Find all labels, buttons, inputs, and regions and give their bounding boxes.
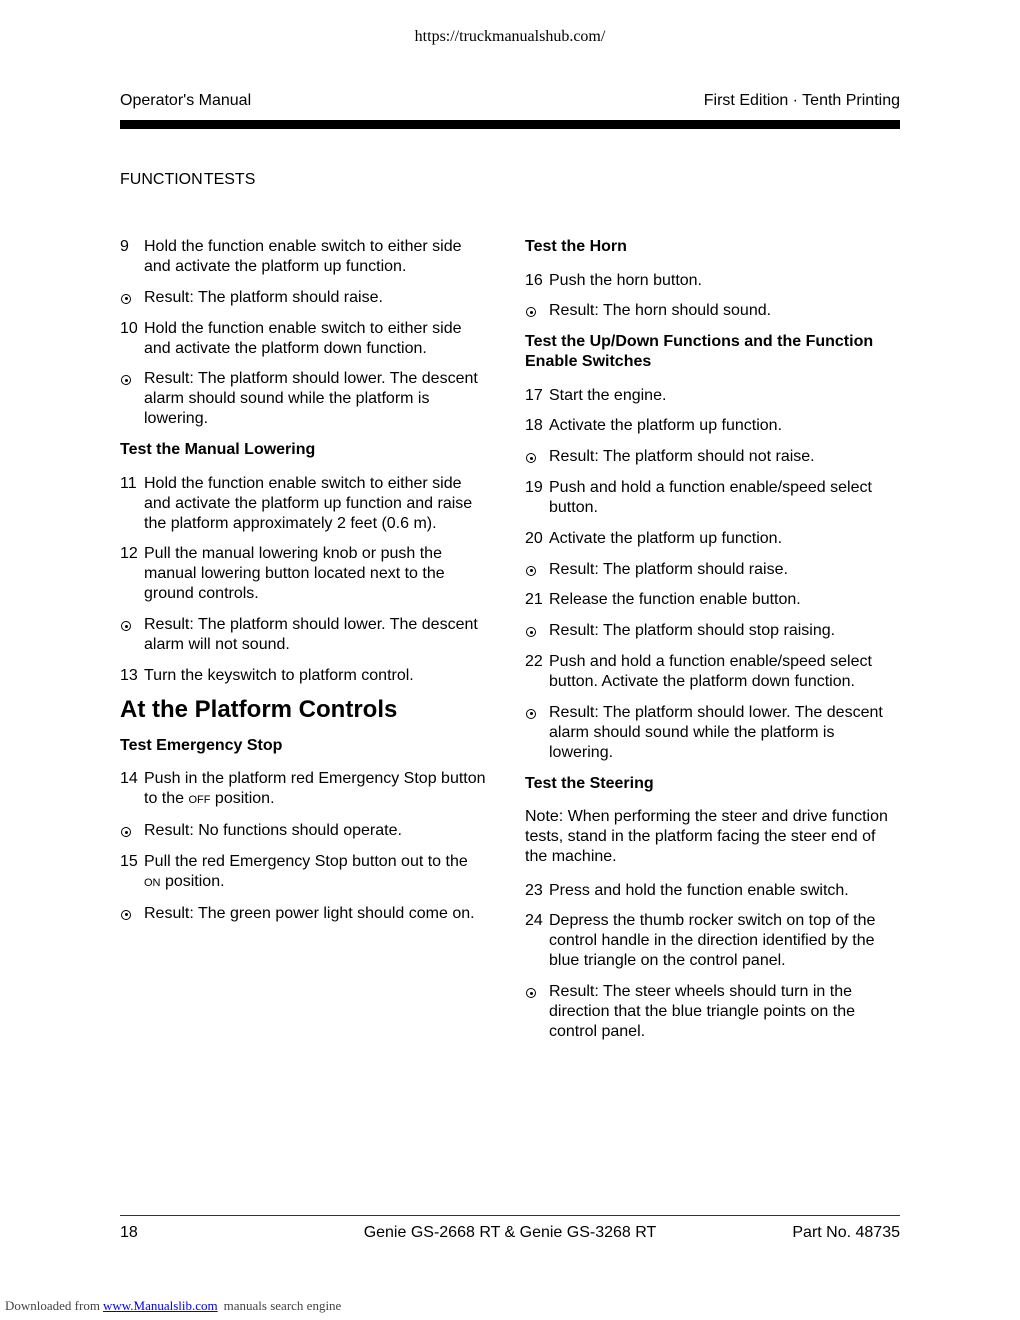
page-number: 18 bbox=[120, 1224, 138, 1241]
step-number: 15 bbox=[120, 852, 138, 870]
header-edition: First Edition · Tenth Printing bbox=[703, 92, 900, 109]
left-column bbox=[120, 237, 495, 935]
step-item bbox=[120, 474, 495, 534]
text-line: Result: The steer wheels should turn in the bbox=[549, 983, 852, 1001]
text-segment: to the bbox=[144, 790, 189, 808]
circled-dot-icon bbox=[526, 627, 536, 637]
section-heading bbox=[120, 697, 495, 723]
circled-dot-icon bbox=[121, 827, 131, 837]
step-number: 14 bbox=[120, 770, 138, 788]
text-line: alarm should sound while the platform is bbox=[549, 723, 835, 741]
text-line: Result: The platform should lower. The descent bbox=[144, 616, 478, 634]
text-line: alarm will not sound. bbox=[144, 636, 290, 654]
subsection-heading bbox=[525, 237, 900, 257]
text-line: the machine. bbox=[525, 848, 617, 866]
text-line: blue triangle on the control panel. bbox=[549, 952, 786, 970]
step-item bbox=[525, 590, 900, 610]
text-line bbox=[144, 789, 495, 810]
download-note bbox=[5, 1299, 341, 1313]
result-item bbox=[120, 904, 495, 924]
text-line: manual lowering button located next to the bbox=[144, 565, 445, 583]
text-line: Push and hold a function enable/speed select bbox=[549, 652, 872, 670]
text-line: Result: The platform should stop raising. bbox=[549, 622, 836, 640]
text-line: ground controls. bbox=[144, 585, 259, 603]
step-number: 12 bbox=[120, 545, 138, 563]
circled-dot-icon bbox=[526, 566, 536, 576]
text-line: Hold the function enable switch to either side bbox=[144, 319, 462, 337]
step-item bbox=[525, 478, 900, 518]
footer-model: Genie GS-2668 RT & Genie GS-3268 RT bbox=[363, 1224, 657, 1241]
subsection-heading bbox=[120, 736, 495, 756]
small-caps-text: ON bbox=[144, 876, 161, 889]
header-rule bbox=[120, 120, 900, 129]
step-item bbox=[120, 769, 495, 810]
text-line: Note: When performing the steer and drive function bbox=[525, 808, 888, 826]
result-item bbox=[525, 560, 900, 580]
result-item bbox=[120, 288, 495, 308]
subsection-heading bbox=[525, 774, 900, 794]
text-line: control panel. bbox=[549, 1023, 646, 1041]
text-line: Result: The horn should sound. bbox=[549, 302, 772, 320]
text-line: Turn the keyswitch to platform control. bbox=[144, 667, 414, 685]
subsection-heading bbox=[120, 440, 495, 460]
text-line: Start the engine. bbox=[549, 386, 667, 404]
step-item bbox=[120, 544, 495, 604]
result-item bbox=[525, 982, 900, 1042]
text-line: Push the horn button. bbox=[549, 271, 702, 289]
text-line: Result: The platform should raise. bbox=[144, 288, 383, 306]
manualslib-link[interactable]: www.Manualslib.com bbox=[102, 1298, 218, 1313]
circled-dot-icon bbox=[121, 375, 131, 385]
small-caps-text: OFF bbox=[188, 794, 211, 807]
download-note-prefix: Downloaded from bbox=[5, 1298, 100, 1313]
text-line: Test the Manual Lowering bbox=[120, 441, 316, 459]
step-item bbox=[525, 652, 900, 692]
step-item bbox=[525, 386, 900, 406]
step-number: 10 bbox=[120, 319, 138, 337]
text-line: lowering. bbox=[549, 743, 614, 761]
step-item bbox=[525, 911, 900, 971]
text-line: At the Platform Controls bbox=[120, 695, 398, 723]
circled-dot-icon bbox=[121, 294, 131, 304]
text-line: the platform approximately 2 feet (0.6 m). bbox=[144, 514, 437, 532]
section-title: FUNCTION TESTS bbox=[120, 171, 256, 188]
text-line: Hold the function enable switch to either side bbox=[144, 238, 462, 255]
step-number: 21 bbox=[525, 591, 543, 609]
text-line: Enable Switches bbox=[525, 353, 652, 371]
step-number: 24 bbox=[525, 912, 543, 930]
text-line: and activate the platform up function. bbox=[144, 258, 407, 275]
text-line: Result: The green power light should come on. bbox=[144, 904, 475, 922]
text-line: Result: The platform should not raise. bbox=[549, 448, 815, 466]
step-item bbox=[120, 319, 495, 359]
text-line: Depress the thumb rocker switch on top of the bbox=[549, 912, 876, 930]
text-line: button. Activate the platform down function. bbox=[549, 672, 855, 690]
step-item bbox=[120, 852, 495, 893]
step-item bbox=[120, 237, 495, 277]
text-line: tests, stand in the platform facing the steer end of bbox=[525, 828, 876, 846]
download-note-suffix: manuals search engine bbox=[223, 1298, 342, 1313]
text-line: Release the function enable button. bbox=[549, 591, 801, 609]
text-line: alarm should sound while the platform is bbox=[144, 390, 430, 408]
result-item bbox=[120, 615, 495, 655]
subsection-heading bbox=[525, 332, 900, 372]
text-line: Test Emergency Stop bbox=[120, 736, 283, 754]
step-number: 23 bbox=[525, 881, 543, 899]
text-line: Result: The platform should lower. The descent bbox=[144, 370, 478, 388]
result-item bbox=[120, 821, 495, 841]
text-line: Pull the manual lowering knob or push the bbox=[144, 545, 442, 563]
circled-dot-icon bbox=[526, 709, 536, 719]
text-line: and activate the platform up function and raise bbox=[144, 494, 473, 512]
text-line: Hold the function enable switch to either side bbox=[144, 474, 462, 492]
step-number: 11 bbox=[120, 474, 137, 492]
text-line: Result: The platform should raise. bbox=[549, 560, 788, 578]
step-item bbox=[525, 271, 900, 291]
source-url: https://truckmanualshub.com/ bbox=[414, 28, 606, 45]
text-line: control handle in the direction identified by the bbox=[549, 932, 875, 950]
text-line: Test the Steering bbox=[525, 774, 654, 792]
result-item bbox=[525, 447, 900, 467]
text-segment: position. bbox=[160, 872, 225, 890]
step-number: 13 bbox=[120, 667, 138, 685]
text-line: Push and hold a function enable/speed select bbox=[549, 478, 872, 496]
circled-dot-icon bbox=[121, 910, 131, 920]
result-item bbox=[525, 301, 900, 321]
header-manual-title: Operator's Manual bbox=[120, 92, 252, 109]
text-line: direction that the blue triangle points on the bbox=[549, 1003, 855, 1021]
step-number: 20 bbox=[525, 529, 543, 547]
step-item bbox=[525, 881, 900, 901]
step-item bbox=[525, 416, 900, 436]
text-line: Activate the platform up function. bbox=[549, 529, 783, 547]
circled-dot-icon bbox=[526, 988, 536, 998]
result-item bbox=[525, 621, 900, 641]
step-number: 18 bbox=[525, 417, 543, 435]
text-line: Activate the platform up function. bbox=[549, 417, 783, 435]
step-number: 16 bbox=[525, 271, 543, 289]
step-number: 17 bbox=[525, 386, 543, 404]
circled-dot-icon bbox=[526, 453, 536, 463]
text-line: lowering. bbox=[144, 410, 209, 428]
circled-dot-icon bbox=[121, 621, 131, 631]
part-number: Part No. 48735 bbox=[792, 1224, 900, 1241]
footer-rule bbox=[120, 1215, 900, 1216]
text-line: and activate the platform down function. bbox=[144, 339, 427, 357]
text-line bbox=[144, 872, 495, 893]
step-number: 19 bbox=[525, 478, 543, 496]
text-line: Push in the platform red Emergency Stop button bbox=[144, 770, 486, 788]
step-number: 9 bbox=[120, 238, 129, 255]
text-line: Result: No functions should operate. bbox=[144, 822, 402, 840]
text-line: Press and hold the function enable switch. bbox=[549, 881, 849, 899]
text-segment: position. bbox=[210, 790, 275, 808]
step-number: 22 bbox=[525, 652, 543, 670]
step-item bbox=[120, 666, 495, 686]
text-line: Pull the red Emergency Stop button out to the bbox=[144, 852, 468, 870]
text-line: Result: The platform should lower. The descent bbox=[549, 703, 883, 721]
step-item bbox=[525, 529, 900, 549]
result-item bbox=[525, 703, 900, 763]
text-line: Test the Horn bbox=[525, 238, 627, 255]
text-line: button. bbox=[549, 498, 598, 516]
note-paragraph bbox=[525, 807, 900, 867]
result-item bbox=[120, 369, 495, 429]
circled-dot-icon bbox=[526, 307, 536, 317]
right-column bbox=[525, 237, 900, 1053]
text-line: Test the Up/Down Functions and the Function bbox=[525, 333, 874, 351]
